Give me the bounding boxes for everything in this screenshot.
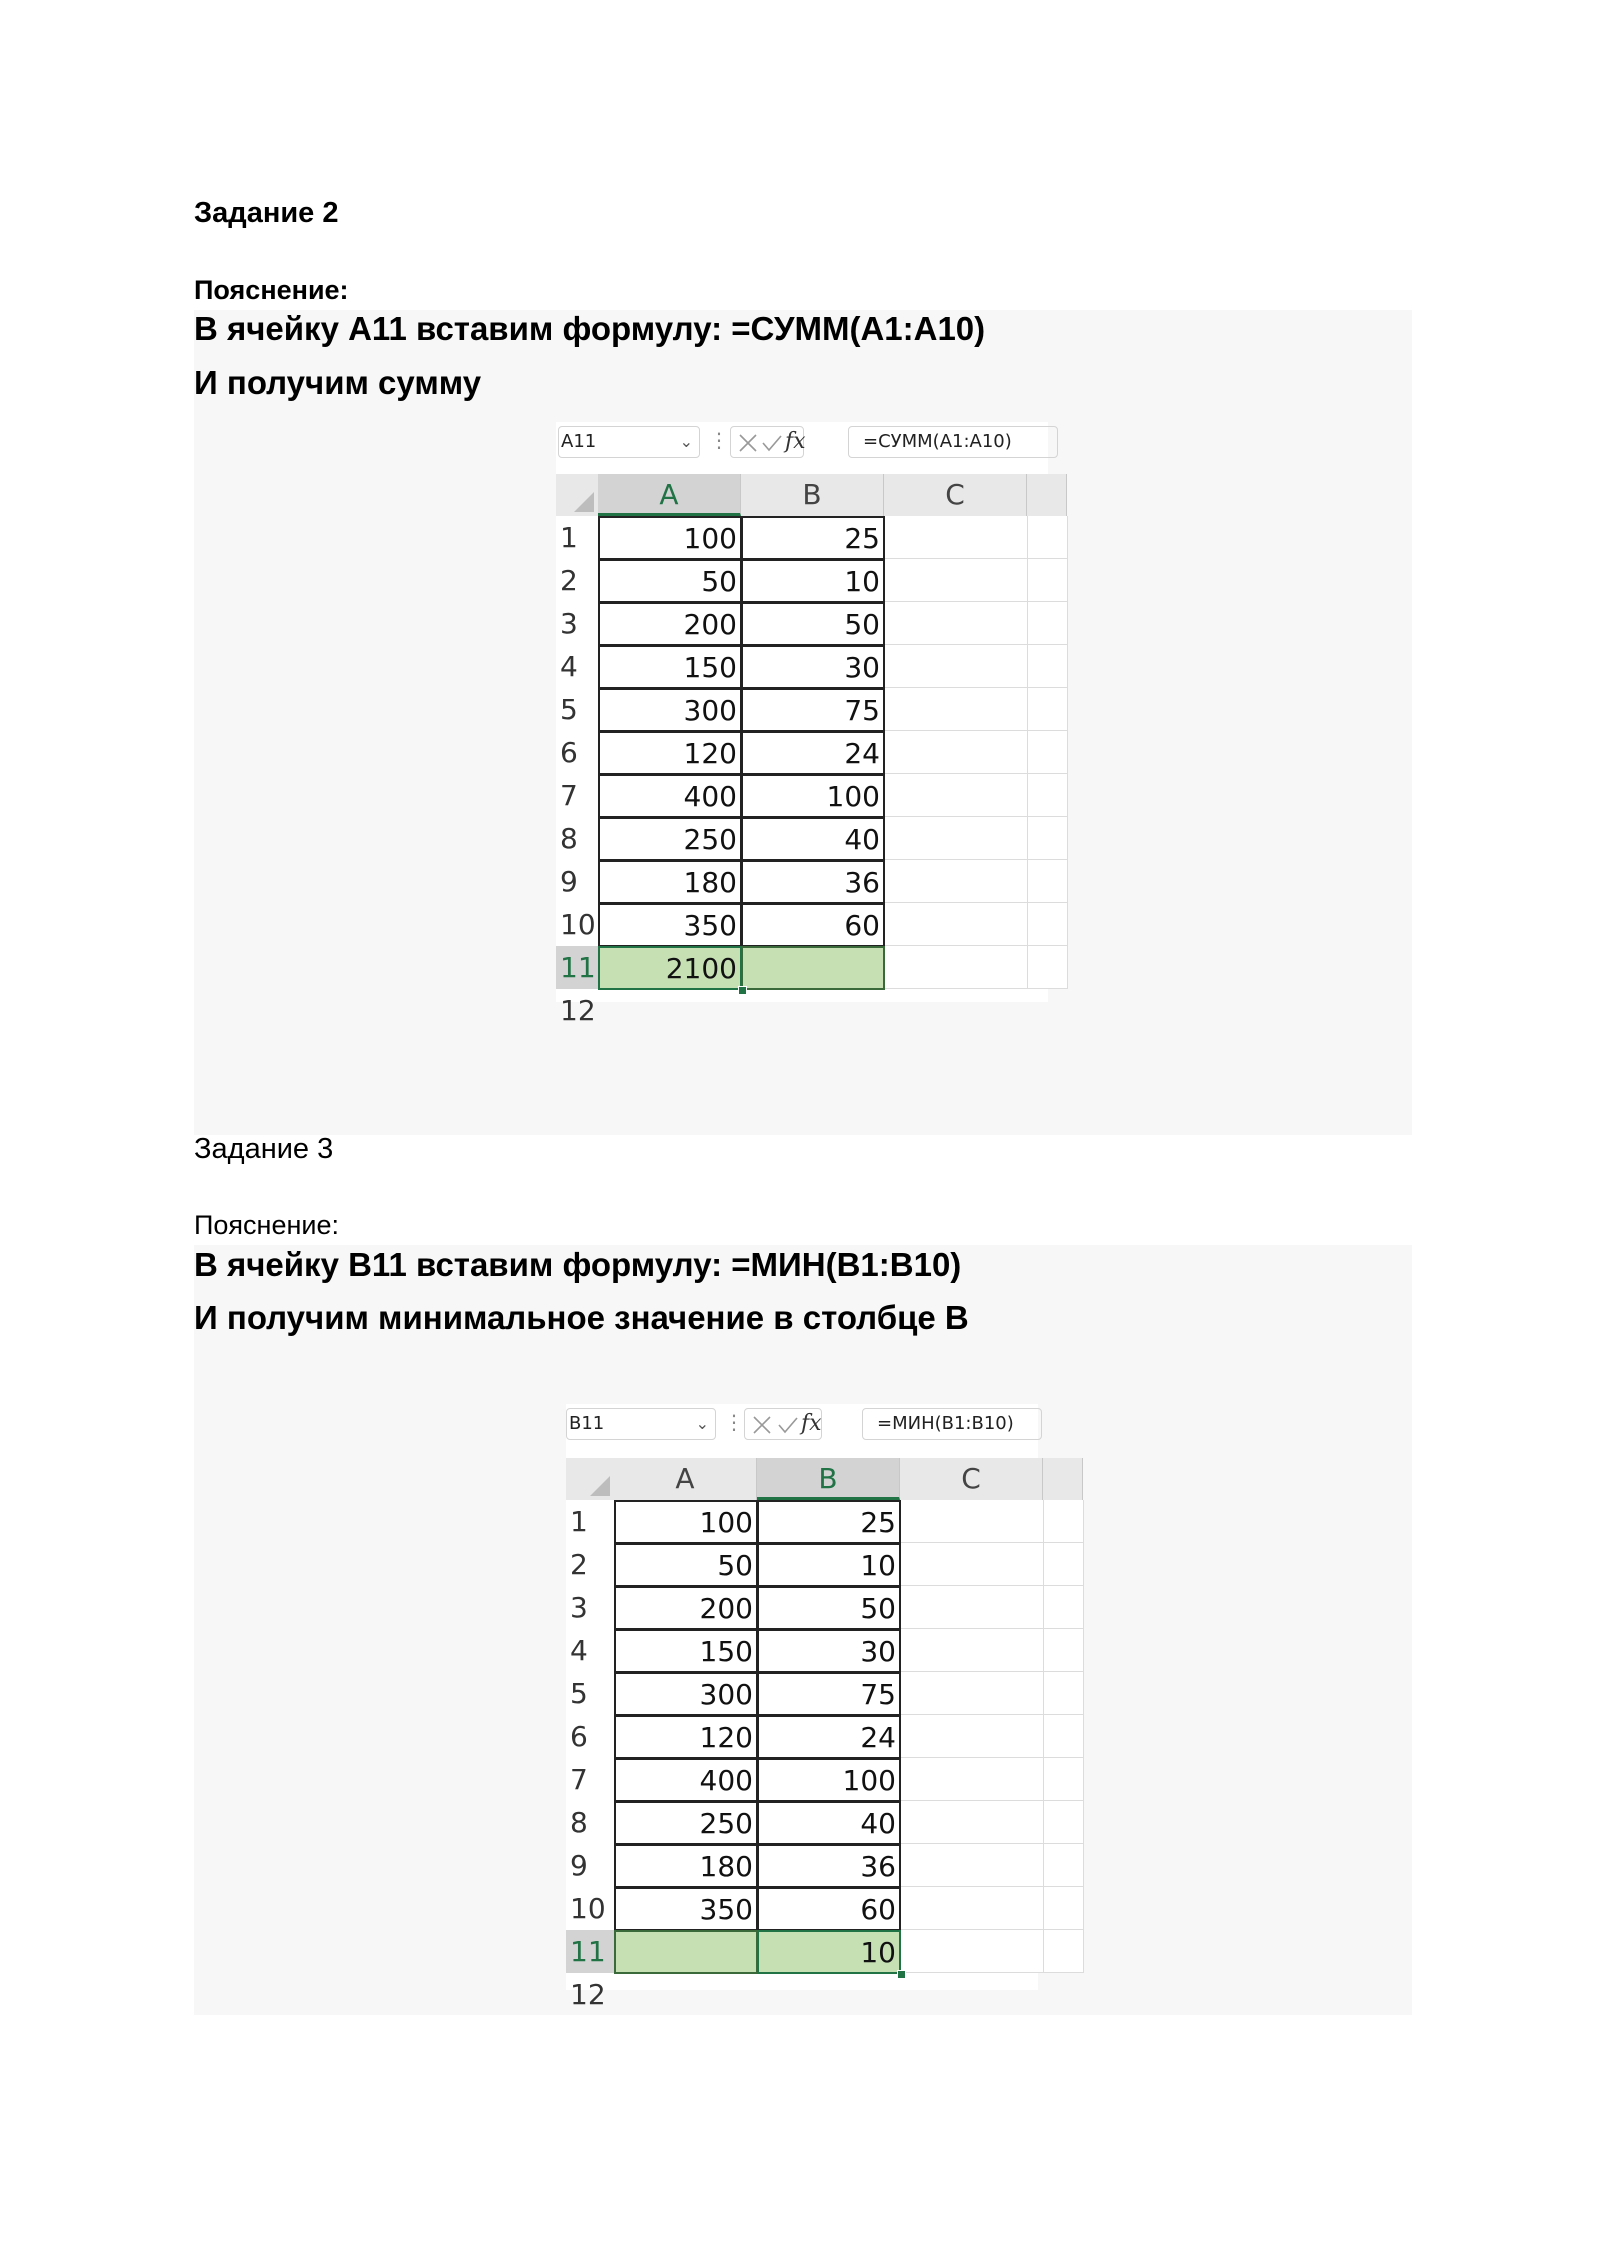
cell-d1[interactable] xyxy=(1044,1500,1084,1543)
column-header-c[interactable]: C xyxy=(884,474,1027,516)
cell-c9[interactable] xyxy=(885,860,1028,903)
cell-d4[interactable] xyxy=(1044,1629,1084,1672)
row-header-4[interactable]: 4 xyxy=(570,1634,588,1667)
task2-explanation-label: Пояснение: xyxy=(194,275,349,305)
cell-b1[interactable]: 25 xyxy=(757,1500,901,1544)
cell-b9[interactable]: 36 xyxy=(741,860,885,904)
cell-a7[interactable]: 400 xyxy=(598,774,742,818)
cell-c6[interactable] xyxy=(885,731,1028,774)
column-header-a[interactable]: A xyxy=(598,474,741,516)
row-header-7[interactable]: 7 xyxy=(570,1763,588,1796)
cancel-icon[interactable] xyxy=(751,1415,773,1435)
cell-a11[interactable] xyxy=(614,1930,758,1974)
cell-d9[interactable] xyxy=(1028,860,1068,903)
formula-buttons xyxy=(744,1408,822,1440)
cell-d3[interactable] xyxy=(1028,602,1068,645)
row-header-8[interactable]: 8 xyxy=(560,822,578,855)
cell-d2[interactable] xyxy=(1028,559,1068,602)
cell-b1[interactable]: 25 xyxy=(741,516,885,560)
cell-a3[interactable]: 200 xyxy=(614,1586,758,1630)
cell-b11[interactable]: 10 xyxy=(757,1930,901,1974)
cell-a5[interactable]: 300 xyxy=(598,688,742,732)
cell-b8[interactable]: 40 xyxy=(741,817,885,861)
cell-b3[interactable]: 50 xyxy=(757,1586,901,1630)
chevron-down-icon[interactable]: ⌄ xyxy=(679,432,693,451)
cell-b2[interactable]: 10 xyxy=(757,1543,901,1587)
cell-b8[interactable]: 40 xyxy=(757,1801,901,1845)
cell-c1[interactable] xyxy=(901,1500,1044,1543)
cell-c11[interactable] xyxy=(901,1930,1044,1973)
cell-d10[interactable] xyxy=(1028,903,1068,946)
cell-b2[interactable]: 10 xyxy=(741,559,885,603)
row-header-2[interactable]: 2 xyxy=(570,1548,588,1581)
task2-title: Задание 2 xyxy=(194,197,339,229)
fill-handle[interactable] xyxy=(897,1970,906,1979)
cell-b6[interactable]: 24 xyxy=(741,731,885,775)
row-header-11[interactable]: 11 xyxy=(566,1930,614,1973)
formula-input[interactable]: =СУММ(A1:A10) xyxy=(848,426,1058,458)
row-header-1[interactable]: 1 xyxy=(560,521,578,554)
formula-buttons xyxy=(730,426,804,458)
cell-a2[interactable]: 50 xyxy=(598,559,742,603)
cell-a7[interactable]: 400 xyxy=(614,1758,758,1802)
cell-c4[interactable] xyxy=(885,645,1028,688)
cell-b7[interactable]: 100 xyxy=(757,1758,901,1802)
cell-a6[interactable]: 120 xyxy=(598,731,742,775)
row-header-2[interactable]: 2 xyxy=(560,564,578,597)
cell-d11[interactable] xyxy=(1028,946,1068,989)
cell-c6[interactable] xyxy=(901,1715,1044,1758)
formula-bar xyxy=(566,1404,1038,1442)
cell-a4[interactable]: 150 xyxy=(598,645,742,689)
task3-title: Задание 3 xyxy=(194,1133,334,1165)
row-header-partial[interactable]: 12 xyxy=(560,994,596,1027)
check-icon[interactable] xyxy=(777,1415,799,1435)
row-header-1[interactable]: 1 xyxy=(570,1505,588,1538)
cell-a8[interactable]: 250 xyxy=(598,817,742,861)
cell-d4[interactable] xyxy=(1028,645,1068,688)
cancel-icon[interactable] xyxy=(737,433,759,453)
cell-b11[interactable] xyxy=(741,946,885,990)
cell-c2[interactable] xyxy=(901,1543,1044,1586)
task3-explanation-label: Пояснение: xyxy=(194,1210,339,1240)
cell-c9[interactable] xyxy=(901,1844,1044,1887)
column-header-d[interactable] xyxy=(1027,474,1067,516)
cell-a9[interactable]: 180 xyxy=(598,860,742,904)
cell-c7[interactable] xyxy=(901,1758,1044,1801)
cell-c3[interactable] xyxy=(885,602,1028,645)
select-all-corner[interactable] xyxy=(566,1458,614,1500)
cell-d8[interactable] xyxy=(1044,1801,1084,1844)
row-header-partial[interactable]: 12 xyxy=(570,1978,606,2011)
column-header-b[interactable]: B xyxy=(757,1458,900,1500)
cell-b10[interactable]: 60 xyxy=(741,903,885,947)
cell-d5[interactable] xyxy=(1044,1672,1084,1715)
more-options-icon[interactable]: ⋮ xyxy=(709,428,729,452)
cell-c10[interactable] xyxy=(885,903,1028,946)
more-options-icon[interactable]: ⋮ xyxy=(724,1410,744,1434)
cell-c5[interactable] xyxy=(901,1672,1044,1715)
row-header-3[interactable]: 3 xyxy=(570,1591,588,1624)
cell-c1[interactable] xyxy=(885,516,1028,559)
cell-c8[interactable] xyxy=(885,817,1028,860)
row-header-11[interactable]: 11 xyxy=(556,946,598,989)
task2-line1: В ячейку А11 вставим формулу: =СУММ(А1:А10) xyxy=(194,310,986,347)
cell-c10[interactable] xyxy=(901,1887,1044,1930)
cell-a1[interactable]: 100 xyxy=(614,1500,758,1544)
name-box[interactable] xyxy=(558,426,700,458)
task2-line2: И получим сумму xyxy=(194,364,482,401)
fill-handle[interactable] xyxy=(738,986,747,995)
cell-a4[interactable]: 150 xyxy=(614,1629,758,1673)
cell-a2[interactable]: 50 xyxy=(614,1543,758,1587)
cell-b3[interactable]: 50 xyxy=(741,602,885,646)
cell-d7[interactable] xyxy=(1028,774,1068,817)
row-header-7[interactable]: 7 xyxy=(560,779,578,812)
column-header-d[interactable] xyxy=(1043,1458,1083,1500)
cell-d1[interactable] xyxy=(1028,516,1068,559)
fx-icon[interactable]: fx xyxy=(801,1411,822,1436)
cell-b5[interactable]: 75 xyxy=(757,1672,901,1716)
cell-c3[interactable] xyxy=(901,1586,1044,1629)
cell-c2[interactable] xyxy=(885,559,1028,602)
cell-b6[interactable]: 24 xyxy=(757,1715,901,1759)
name-box-value: B11 xyxy=(569,1413,605,1434)
cell-a10[interactable]: 350 xyxy=(598,903,742,947)
cell-d10[interactable] xyxy=(1044,1887,1084,1930)
cell-b9[interactable]: 36 xyxy=(757,1844,901,1888)
row-header-10[interactable]: 10 xyxy=(570,1892,606,1925)
cell-d3[interactable] xyxy=(1044,1586,1084,1629)
cell-d11[interactable] xyxy=(1044,1930,1084,1973)
cell-b4[interactable]: 30 xyxy=(741,645,885,689)
task3-line2: И получим минимальное значение в столбце В xyxy=(194,1299,969,1336)
cell-d9[interactable] xyxy=(1044,1844,1084,1887)
row-header-9[interactable]: 9 xyxy=(570,1849,588,1882)
cell-c11[interactable] xyxy=(885,946,1028,989)
cell-a11[interactable]: 2100 xyxy=(598,946,742,990)
cell-c5[interactable] xyxy=(885,688,1028,731)
formula-input[interactable]: =МИН(B1:B10) xyxy=(862,1408,1042,1440)
check-icon[interactable] xyxy=(761,433,783,453)
task2-spreadsheet-screenshot xyxy=(556,422,1048,1027)
fx-icon[interactable]: fx xyxy=(785,429,806,454)
row-header-5[interactable]: 5 xyxy=(570,1677,588,1710)
cell-c4[interactable] xyxy=(901,1629,1044,1672)
row-header-10[interactable]: 10 xyxy=(560,908,596,941)
row-header-3[interactable]: 3 xyxy=(560,607,578,640)
column-header-b[interactable]: B xyxy=(741,474,884,516)
row-header-5[interactable]: 5 xyxy=(560,693,578,726)
cell-a1[interactable]: 100 xyxy=(598,516,742,560)
cell-a3[interactable]: 200 xyxy=(598,602,742,646)
row-header-6[interactable]: 6 xyxy=(560,736,578,769)
task3-line1: В ячейку В11 вставим формулу: =МИН(В1:В10) xyxy=(194,1246,962,1283)
cell-b4[interactable]: 30 xyxy=(757,1629,901,1673)
cell-d2[interactable] xyxy=(1044,1543,1084,1586)
name-box[interactable] xyxy=(566,1408,716,1440)
cell-a9[interactable]: 180 xyxy=(614,1844,758,1888)
formula-bar xyxy=(556,422,1048,460)
cell-b10[interactable]: 60 xyxy=(757,1887,901,1931)
cell-d6[interactable] xyxy=(1044,1715,1084,1758)
cell-c7[interactable] xyxy=(885,774,1028,817)
row-header-9[interactable]: 9 xyxy=(560,865,578,898)
task3-spreadsheet-screenshot xyxy=(566,1404,1038,2011)
cell-a10[interactable]: 350 xyxy=(614,1887,758,1931)
name-box-value: A11 xyxy=(561,431,597,452)
cell-d7[interactable] xyxy=(1044,1758,1084,1801)
row-header-8[interactable]: 8 xyxy=(570,1806,588,1839)
row-header-6[interactable]: 6 xyxy=(570,1720,588,1753)
column-header-c[interactable]: C xyxy=(900,1458,1043,1500)
chevron-down-icon[interactable]: ⌄ xyxy=(695,1414,709,1433)
cell-a8[interactable]: 250 xyxy=(614,1801,758,1845)
column-header-a[interactable]: A xyxy=(614,1458,757,1500)
select-all-corner[interactable] xyxy=(556,474,598,516)
cell-b7[interactable]: 100 xyxy=(741,774,885,818)
row-header-4[interactable]: 4 xyxy=(560,650,578,683)
cell-c8[interactable] xyxy=(901,1801,1044,1844)
cell-d6[interactable] xyxy=(1028,731,1068,774)
cell-d5[interactable] xyxy=(1028,688,1068,731)
cell-b5[interactable]: 75 xyxy=(741,688,885,732)
cell-d8[interactable] xyxy=(1028,817,1068,860)
cell-a5[interactable]: 300 xyxy=(614,1672,758,1716)
cell-a6[interactable]: 120 xyxy=(614,1715,758,1759)
